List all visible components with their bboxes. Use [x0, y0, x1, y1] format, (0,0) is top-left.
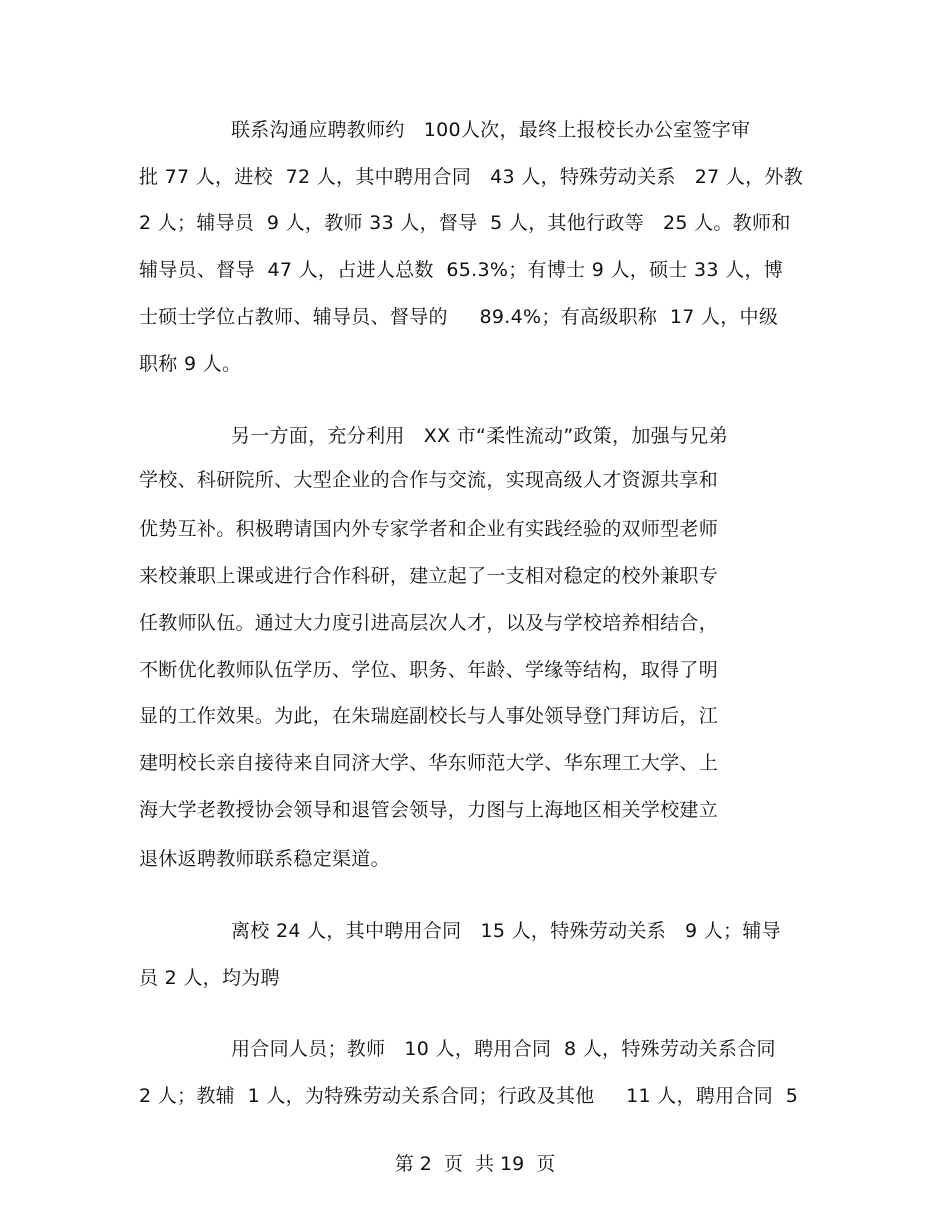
paragraph-line: 员 2 人，均为聘	[139, 967, 280, 989]
paragraph-line: 辅导员、督导 47 人，占进人总数 65.3%；有博士 9 人，硕士 33 人，博	[139, 259, 784, 281]
paragraph-line: 离校 24 人，其中聘用合同 15 人，特殊劳动关系 9 人；辅导	[231, 920, 781, 942]
paragraph-line: 批 77 人，进校 72 人，其中聘用合同 43 人，特殊劳动关系 27 人，外教	[139, 166, 804, 188]
paragraph-line: 士硕士学位占教师、辅导员、督导的 89.4%；有高级职称 17 人，中级	[139, 306, 779, 328]
paragraph-line: 另一方面，充分利用 XX 市“柔性流动”政策，加强与兄弟	[231, 425, 728, 447]
paragraph-line: 职称 9 人。	[139, 353, 242, 375]
paragraph-line: 不断优化教师队伍学历、学位、职务、年龄、学缘等结构，取得了明	[139, 659, 719, 681]
paragraph-line: 学校、科研院所、大型企业的合作与交流，实现高级人才资源共享和	[139, 469, 719, 491]
paragraph-line: 海大学老教授协会领导和退管会领导，力图与上海地区相关学校建立	[139, 799, 719, 821]
paragraph-line: 任教师队伍。通过大力度引进高层次人才，以及与学校培养相结合，	[139, 612, 719, 634]
paragraph-line: 2 人；教辅 1 人，为特殊劳动关系合同；行政及其他 11 人，聘用合同 5	[139, 1085, 799, 1107]
paragraph-line: 2 人；辅导员 9 人，教师 33 人，督导 5 人，其他行政等 25 人。教师和	[139, 212, 791, 234]
paragraph-line: 显的工作效果。为此，在朱瑞庭副校长与人事处领导登门拜访后，江	[139, 705, 719, 727]
paragraph-line: 优势互补。积极聘请国内外专家学者和企业有实践经验的双师型老师	[139, 518, 719, 540]
paragraph-line: 退休返聘教师联系稳定渠道。	[139, 848, 390, 870]
paragraph-line: 用合同人员；教师 10 人，聘用合同 8 人，特殊劳动关系合同	[231, 1038, 776, 1060]
paragraph-line: 来校兼职上课或进行合作科研，建立起了一支相对稳定的校外兼职专	[139, 565, 719, 587]
paragraph-line: 建明校长亲自接待来自同济大学、华东师范大学、华东理工大学、上	[139, 752, 719, 774]
paragraph-line: 联系沟通应聘教师约 100人次，最终上报校长办公室签字审	[231, 119, 751, 141]
page-number-footer: 第 2 页 共 19 页	[394, 1153, 556, 1175]
